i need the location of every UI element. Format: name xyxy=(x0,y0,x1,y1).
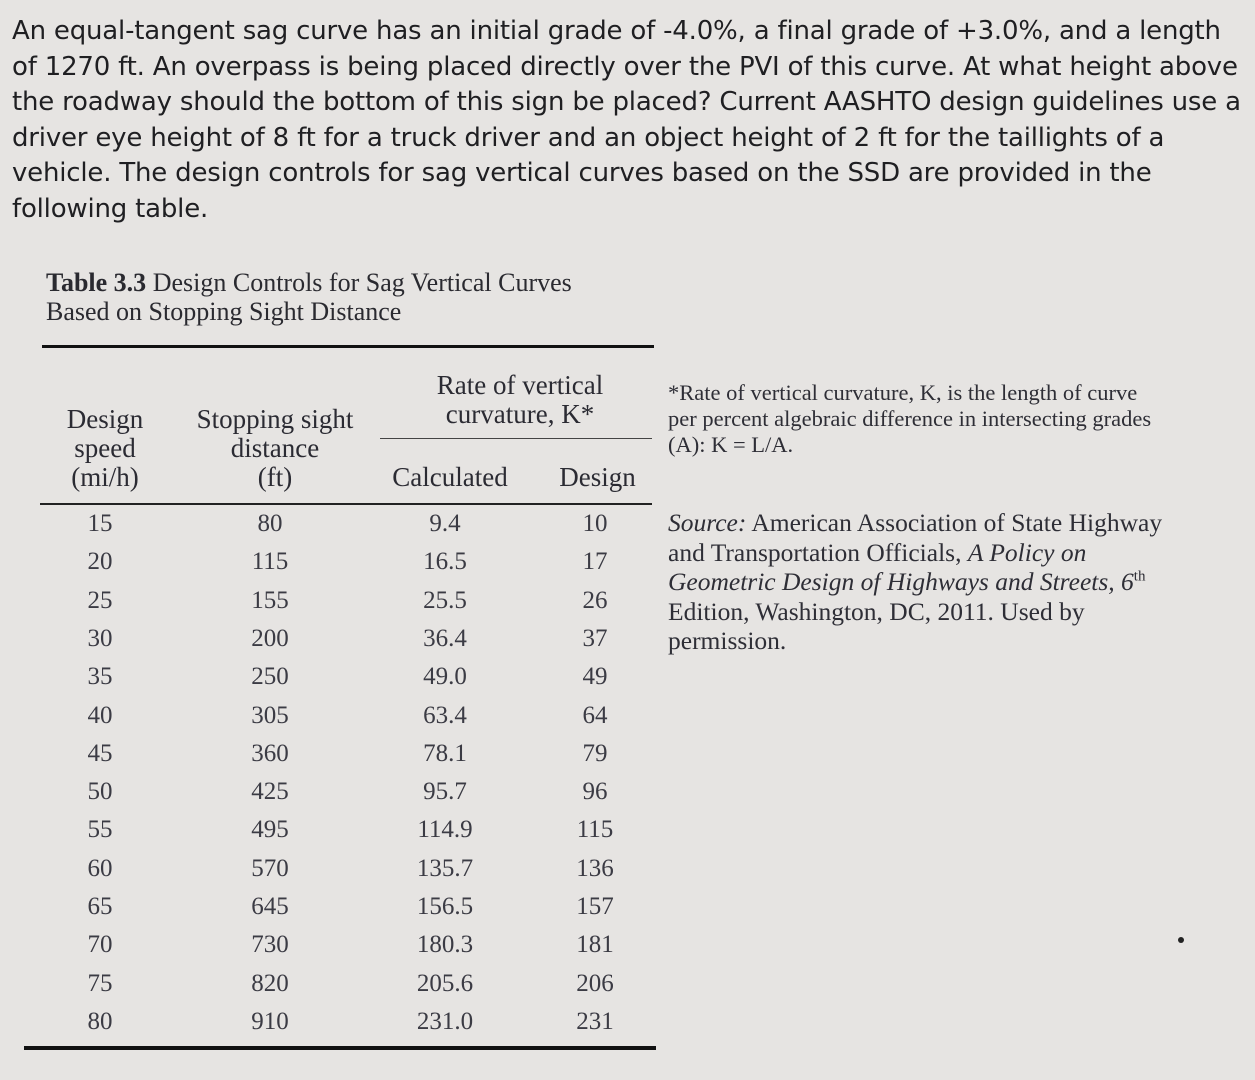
table-title xyxy=(46,268,666,326)
header-speed-line1: Design xyxy=(66,404,144,434)
footnote-line1: *Rate of vertical curvature, K, is the length of curve xyxy=(668,380,1138,405)
cell-design-speed: 75 xyxy=(87,969,113,997)
cell-k-design: 64 xyxy=(582,701,608,729)
cell-k-design: 79 xyxy=(582,739,608,767)
cell-stopping-sight-distance: 200 xyxy=(251,624,289,652)
table-title-line2: Based on Stopping Sight Distance xyxy=(46,297,402,326)
table-row xyxy=(0,815,660,853)
cell-k-calculated: 16.5 xyxy=(423,548,467,576)
source-text3: Edition, Washington, DC, 2011. Used by xyxy=(668,596,1085,626)
cell-stopping-sight-distance: 495 xyxy=(251,816,289,844)
table-label: Table 3.3 xyxy=(46,268,147,297)
header-k-line1: Rate of vertical xyxy=(436,370,604,400)
stray-mark xyxy=(1178,937,1184,943)
cell-k-calculated: 49.0 xyxy=(423,663,467,691)
cell-design-speed: 25 xyxy=(87,586,113,614)
cell-k-design: 181 xyxy=(576,931,614,959)
cell-k-calculated: 9.4 xyxy=(429,510,461,537)
cell-design-speed: 50 xyxy=(87,778,113,806)
cell-k-design: 115 xyxy=(576,816,614,844)
cell-stopping-sight-distance: 570 xyxy=(251,854,289,882)
cell-design-speed: 35 xyxy=(87,663,113,691)
table-row xyxy=(0,739,660,777)
cell-k-design: 37 xyxy=(582,624,608,652)
cell-design-speed: 15 xyxy=(87,510,113,537)
k-footnote xyxy=(668,380,1243,458)
cell-k-design: 157 xyxy=(576,893,614,920)
table-row xyxy=(0,701,660,739)
source-text4: permission. xyxy=(668,626,787,655)
cell-k-calculated: 114.9 xyxy=(417,816,473,844)
header-stopping-sight-distance xyxy=(180,405,370,492)
cell-k-calculated: 135.7 xyxy=(416,854,474,882)
table-row xyxy=(0,1007,660,1045)
header-ssd-line2: distance xyxy=(230,433,320,463)
cell-k-calculated: 180.3 xyxy=(416,931,474,959)
cell-k-calculated: 156.5 xyxy=(416,893,474,920)
table-row xyxy=(0,509,660,547)
problem-statement: An equal-tangent sag curve has an initial grade of -4.0%, a final grade of +3.0%, and a length of 1270 ft. An overpass is being placed directly over the PVI of this curve. At what height above the roadway should the bottom of this sign be placed? Current AASHTO design guidelines use a driver eye height of 8 ft for a truck driver and an object height of 2 ft for the taillights of a vehicle. The design controls for sag vertical curves based on the SSD are provided in the following table. xyxy=(12,16,1241,224)
table-row xyxy=(0,586,660,624)
cell-k-calculated: 231.0 xyxy=(416,1007,474,1035)
cell-stopping-sight-distance: 305 xyxy=(251,701,289,729)
header-design-speed xyxy=(50,405,160,492)
cell-k-calculated: 36.4 xyxy=(423,624,467,652)
table-title-line1: Design Controls for Sag Vertical Curves xyxy=(152,268,572,297)
table-row xyxy=(0,892,660,930)
cell-design-speed: 45 xyxy=(87,739,113,767)
header-speed-line3: (mi/h) xyxy=(71,462,139,492)
table-row xyxy=(0,854,660,892)
cell-k-design: 17 xyxy=(582,548,608,576)
table-bottom-rule xyxy=(24,1046,656,1050)
cell-design-speed: 20 xyxy=(87,548,113,576)
source-text2: and Transportation Officials, xyxy=(668,537,962,567)
table-row xyxy=(0,624,660,662)
cell-design-speed: 65 xyxy=(87,893,113,920)
source-book1: A Policy on xyxy=(967,537,1087,567)
cell-k-design: 10 xyxy=(582,510,608,537)
cell-stopping-sight-distance: 155 xyxy=(251,586,289,614)
header-calculated: Calculated xyxy=(392,462,508,492)
footnote-line2: per percent algebraic difference in intersecting grades xyxy=(668,406,1152,431)
table-top-rule xyxy=(42,345,654,348)
cell-k-design: 136 xyxy=(576,854,614,882)
table-row xyxy=(0,547,660,585)
table-row xyxy=(0,930,660,968)
cell-design-speed: 60 xyxy=(87,854,113,882)
source-text1: American Association of State Highway xyxy=(751,508,1163,537)
cell-k-design: 49 xyxy=(582,663,608,691)
cell-k-calculated: 205.6 xyxy=(416,969,474,997)
cell-k-design: 96 xyxy=(582,778,608,806)
cell-stopping-sight-distance: 425 xyxy=(251,778,289,806)
k-header-rule xyxy=(380,438,652,439)
cell-k-calculated: 63.4 xyxy=(423,701,467,729)
source-label: Source: xyxy=(668,508,747,537)
header-ssd-line1: Stopping sight xyxy=(196,404,354,434)
cell-design-speed: 55 xyxy=(87,816,113,844)
cell-k-design: 26 xyxy=(582,586,608,614)
table-row xyxy=(0,662,660,700)
table-header-rule xyxy=(40,503,652,505)
cell-stopping-sight-distance: 730 xyxy=(251,931,289,959)
cell-stopping-sight-distance: 80 xyxy=(257,510,283,537)
cell-stopping-sight-distance: 360 xyxy=(251,739,289,767)
cell-k-design: 231 xyxy=(576,1007,614,1035)
header-ssd-line3: (ft) xyxy=(257,462,293,492)
cell-k-calculated: 78.1 xyxy=(423,739,467,767)
cell-stopping-sight-distance: 910 xyxy=(251,1007,289,1035)
cell-design-speed: 40 xyxy=(87,701,113,729)
cell-design-speed: 70 xyxy=(87,931,113,959)
cell-k-design: 206 xyxy=(576,969,614,997)
table-row xyxy=(0,969,660,1007)
table-row xyxy=(0,777,660,815)
source-book2: Geometric Design of Highways and Streets, 6 xyxy=(668,567,1134,596)
cell-stopping-sight-distance: 820 xyxy=(251,969,289,997)
header-rate-of-curvature xyxy=(400,371,640,429)
cell-stopping-sight-distance: 250 xyxy=(251,663,289,691)
cell-k-calculated: 25.5 xyxy=(423,586,467,614)
header-design: Design xyxy=(559,462,636,492)
cell-k-calculated: 95.7 xyxy=(423,778,467,806)
header-k-line2: curvature, K* xyxy=(445,399,595,429)
cell-design-speed: 30 xyxy=(87,624,113,652)
cell-design-speed: 80 xyxy=(87,1007,113,1035)
cell-stopping-sight-distance: 645 xyxy=(251,893,289,920)
footnote-line3: (A): K = L/A. xyxy=(668,432,794,457)
source-sup: th xyxy=(1133,568,1146,585)
source-citation xyxy=(668,508,1248,656)
cell-stopping-sight-distance: 115 xyxy=(251,548,289,576)
header-speed-line2: speed xyxy=(74,433,136,463)
